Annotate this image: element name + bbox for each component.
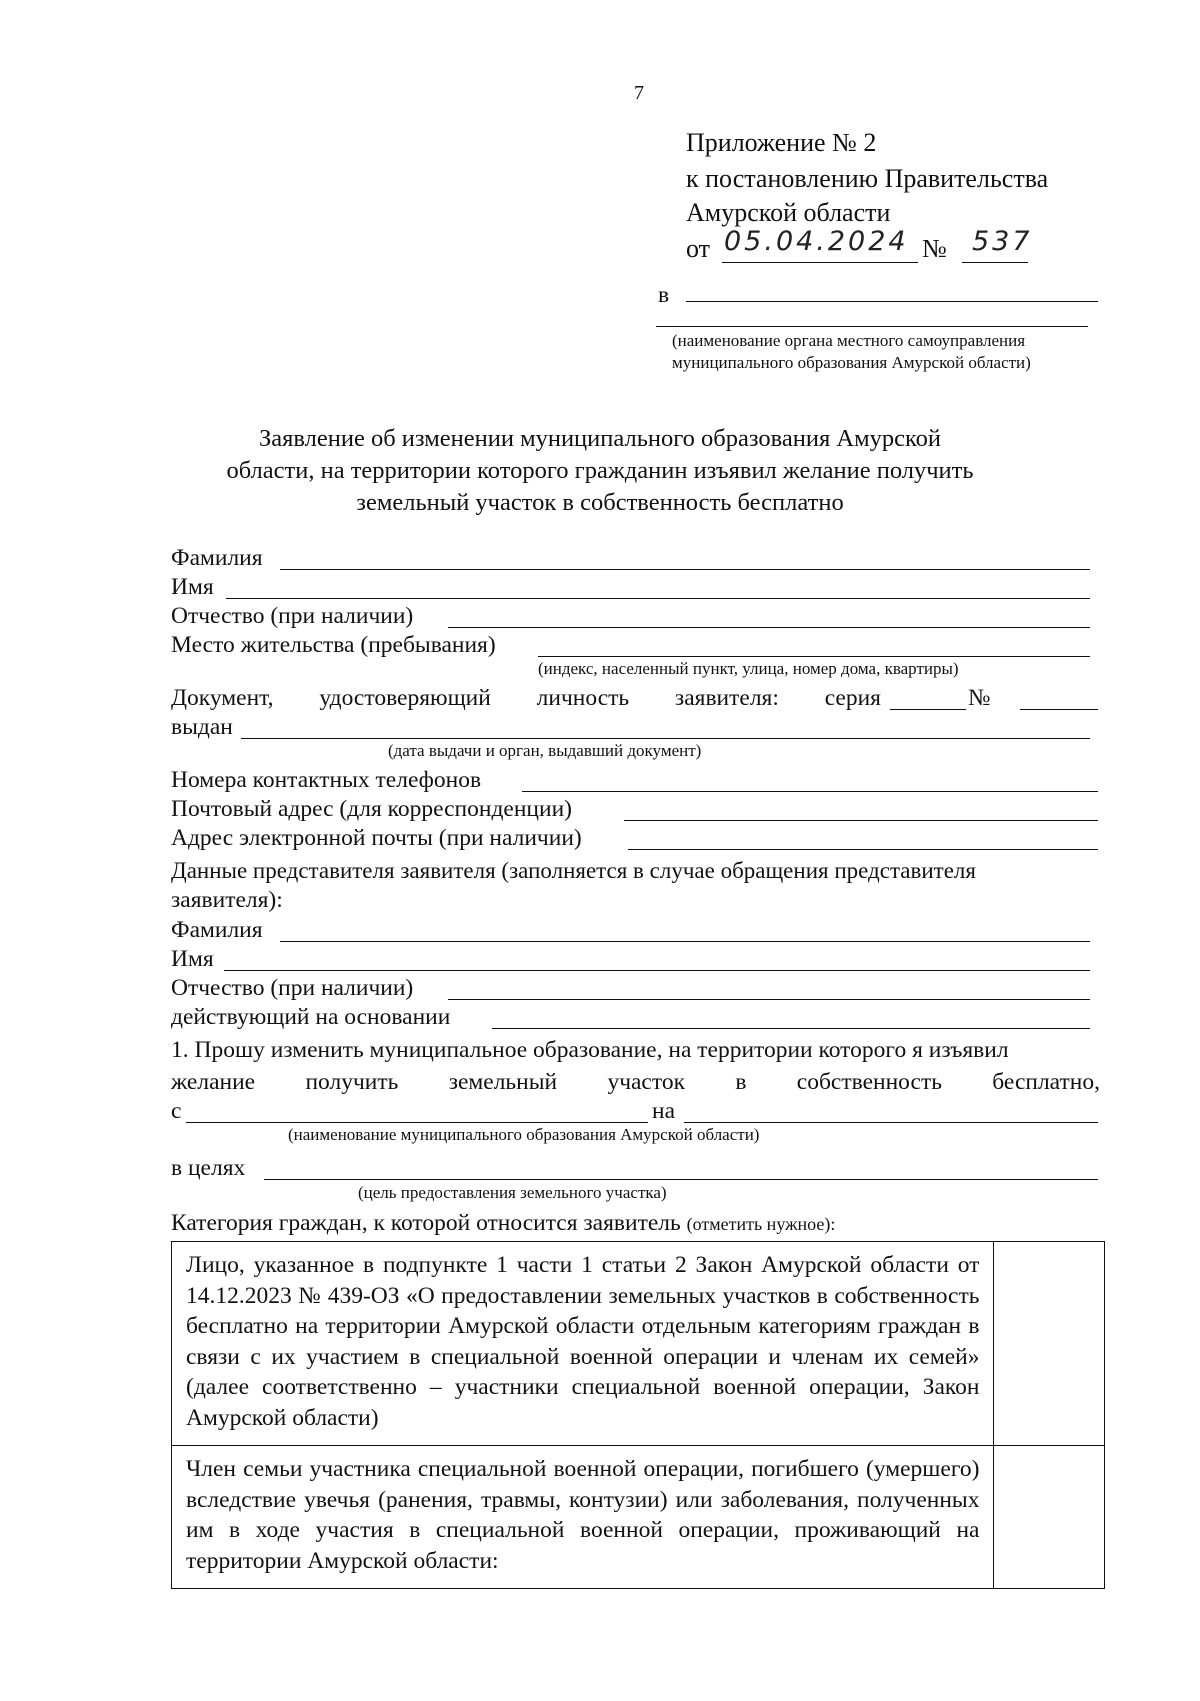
from-label: с (171, 1098, 182, 1124)
purpose-field[interactable] (264, 1179, 1098, 1180)
postal-label: Почтовый адрес (для корреспонденции) (171, 796, 572, 822)
appendix-date-row (686, 226, 1046, 266)
number-value: 537 (972, 226, 1033, 257)
to-mo-field[interactable] (684, 1122, 1098, 1123)
name-label: Имя (171, 574, 214, 600)
email-label: Адрес электронной почты (при наличии) (171, 825, 582, 851)
issued-field[interactable] (241, 738, 1090, 739)
id-doc-word-2: удостоверяющий (319, 685, 491, 711)
request-line1: 1. Прошу изменить муниципальное образование, на территории которого я изъявил (171, 1037, 1009, 1063)
request-word-6: собственность (796, 1069, 942, 1095)
category-row (172, 1242, 1105, 1446)
category-row (172, 1446, 1105, 1589)
id-series-field[interactable] (890, 709, 966, 710)
rep-surname-label: Фамилия (171, 917, 263, 943)
patronymic-field[interactable] (448, 627, 1090, 628)
rep-patronymic-label: Отчество (при наличии) (171, 975, 414, 1001)
category-row-1-checkbox[interactable] (994, 1242, 1105, 1446)
id-doc-word-3: личность (536, 685, 630, 711)
request-word-1: желание (171, 1069, 256, 1095)
addressee-caption-1: (наименование органа местного самоуправления (672, 331, 1026, 350)
rep-basis-label: действующий на основании (171, 1004, 451, 1030)
title-line1: Заявление об изменении муниципального образования Амурской (258, 425, 942, 452)
category-heading-note: (отметить нужное): (686, 1214, 836, 1234)
addressee-line2 (656, 326, 1088, 327)
surname-field[interactable] (280, 569, 1090, 570)
number-prefix: № (922, 234, 947, 263)
from-mo-field[interactable] (186, 1122, 648, 1123)
id-doc-label (171, 683, 881, 713)
appendix-line1: Приложение № 2 (686, 128, 877, 157)
appendix-line2: к постановлению Правительства (686, 164, 1049, 193)
residence-field[interactable] (538, 656, 1090, 657)
request-word-7: бесплатно, (992, 1069, 1100, 1095)
title-line2: области, на территории которого гражданин изъявил желание получить (226, 457, 974, 484)
purpose-caption: (цель предоставления земельного участка) (358, 1183, 667, 1202)
category-heading (171, 1208, 835, 1239)
representative-line1: Данные представителя заявителя (заполняется в случае обращения представителя (171, 858, 976, 883)
id-doc-word-5: серия (824, 685, 881, 711)
postal-field[interactable] (624, 820, 1098, 821)
rep-basis-field[interactable] (492, 1028, 1090, 1029)
category-row-1-text: Лицо, указанное в подпункте 1 части 1 статьи 2 Закон Амурской области от 14.12.2023 № 439-ОЗ «О предоставлении земельных участков в собственность бесплатно на территории Амурской области отдельным категориям граждан в связи с их участием в специальной военной операции и членам их семей» (далее соответственно – участники специальной военной операции, Закон Амурской области) (172, 1242, 994, 1446)
category-table (171, 1241, 1105, 1589)
issued-label: выдан (171, 714, 233, 740)
addressee-prefix: в (658, 282, 670, 308)
rep-patronymic-field[interactable] (448, 999, 1090, 1000)
rep-surname-field[interactable] (280, 941, 1090, 942)
mo-caption: (наименование муниципального образования Амурской области) (288, 1125, 760, 1144)
name-field[interactable] (226, 598, 1090, 599)
request-word-4: участок (607, 1069, 685, 1095)
id-number-sign: № (968, 685, 991, 711)
id-doc-word-1: Документ, (171, 685, 274, 711)
request-word-3: земельный (448, 1069, 558, 1095)
number-underline (962, 262, 1028, 263)
to-label: на (652, 1098, 676, 1124)
category-row-2-text: Член семьи участника специальной военной операции, погибшего (умершего) вследствие увечья (ранения, травмы, контузии) или заболевания, полученных им в ходе участия в специальной военной операции, проживающий на территории Амурской области: (172, 1446, 994, 1589)
residence-caption: (индекс, населенный пункт, улица, номер дома, квартиры) (538, 659, 959, 678)
addressee-caption-2: муниципального образования Амурской области) (672, 353, 1031, 372)
email-field[interactable] (628, 849, 1098, 850)
page-number: 7 (634, 82, 644, 104)
date-prefix: от (686, 234, 711, 263)
request-line2 (171, 1067, 1100, 1097)
representative-line2: заявителя): (171, 887, 283, 913)
addressee-line1 (686, 301, 1098, 302)
request-word-5: в (735, 1069, 747, 1095)
rep-name-label: Имя (171, 946, 214, 972)
purpose-label: в целях (171, 1155, 246, 1181)
title-line3: земельный участок в собственность бесплатно (356, 489, 844, 516)
date-value: 05.04.2024 (724, 226, 909, 257)
date-underline (722, 262, 918, 263)
id-doc-word-4: заявителя: (674, 685, 779, 711)
phones-field[interactable] (522, 791, 1098, 792)
patronymic-label: Отчество (при наличии) (171, 603, 414, 629)
rep-name-field[interactable] (224, 970, 1090, 971)
appendix-line3: Амурской области (686, 198, 891, 227)
category-heading-text: Категория граждан, к которой относится заявитель (171, 1210, 681, 1236)
residence-label: Место жительства (пребывания) (171, 632, 496, 658)
category-row-2-checkbox[interactable] (994, 1446, 1105, 1589)
surname-label: Фамилия (171, 545, 263, 571)
issued-caption: (дата выдачи и орган, выдавший документ) (388, 741, 702, 760)
id-number-field[interactable] (1020, 709, 1098, 710)
phones-label: Номера контактных телефонов (171, 767, 482, 793)
request-word-2: получить (305, 1069, 399, 1095)
